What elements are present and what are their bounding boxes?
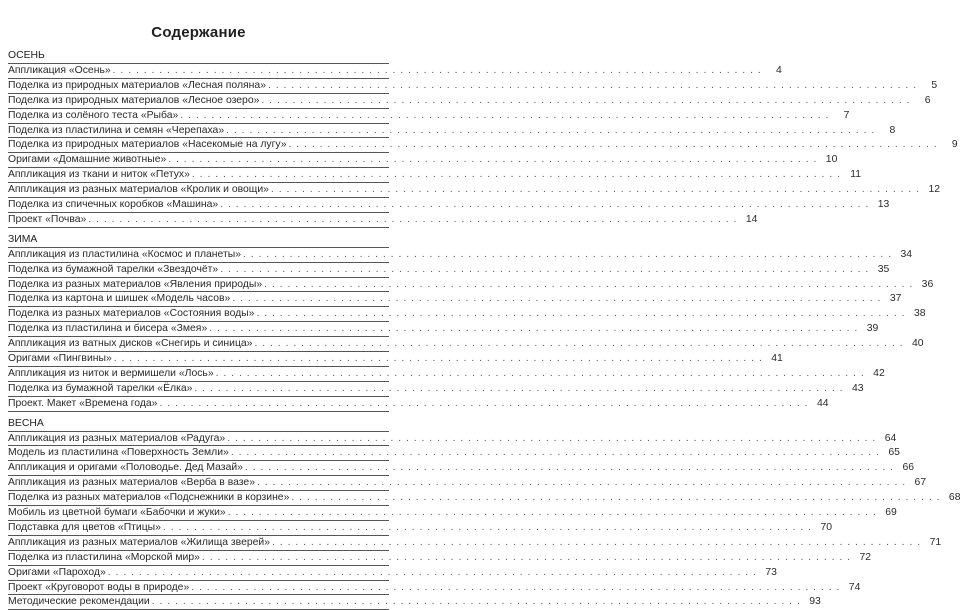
entry-title: Поделка из бумажной тарелки «Ёлка» [8, 382, 193, 394]
entry-title: Аппликация из ватных дисков «Снегирь и синица» [8, 338, 253, 350]
toc-entry[interactable] [8, 505, 897, 520]
entry-title: Аппликация «Осень» [8, 65, 111, 76]
entry-page-number: 43 [851, 382, 864, 394]
entry-page-number: 68 [948, 492, 960, 504]
toc-entry[interactable] [8, 108, 850, 123]
entry-page-number: 67 [914, 477, 927, 489]
entry-title: Аппликация из пластилина «Космос и планеты» [8, 248, 241, 260]
dot-leader [113, 64, 762, 79]
dot-leader [192, 168, 841, 183]
entry-title: Поделка из пластилина и семян «Черепаха» [8, 124, 225, 136]
toc-entry[interactable] [8, 535, 942, 550]
entry-page-number: 34 [900, 248, 913, 260]
toc-entry[interactable] [8, 351, 783, 366]
toc-entry[interactable] [8, 197, 890, 212]
entry-page-number: 64 [884, 432, 897, 444]
dot-leader [289, 138, 938, 153]
entry-page-number: 66 [902, 462, 915, 474]
entry-page-number: 71 [929, 536, 942, 548]
entry-page-number: 72 [859, 551, 872, 563]
dot-leader [216, 367, 865, 382]
toc-section [8, 233, 934, 412]
dot-leader [194, 382, 843, 397]
dot-leader [202, 551, 851, 566]
dot-leader [163, 521, 812, 536]
entry-title: Проект «Круговорот воды в природе» [8, 581, 190, 593]
entry-title: Аппликация из разных материалов «Жилища зверей» [8, 536, 271, 548]
entry-title: Аппликация из ниток и вермишели «Лось» [8, 367, 214, 379]
entry-title: Мобиль из цветной бумаги «Бабочки и жуки» [8, 507, 226, 519]
toc-section [8, 417, 960, 610]
entry-title: Оригами «Пингвины» [8, 353, 112, 365]
dot-leader [228, 506, 877, 521]
dot-leader [243, 248, 892, 263]
dot-leader [231, 446, 880, 461]
entry-title: Поделка из пластилина «Морской мир» [8, 551, 200, 563]
entry-page-number: 37 [889, 293, 902, 305]
entry-page-number: 44 [817, 397, 829, 409]
dot-leader [261, 94, 910, 109]
dot-leader [264, 278, 913, 293]
dot-leader [159, 397, 808, 412]
entry-page-number: 11 [850, 169, 861, 181]
toc-entry[interactable] [8, 490, 960, 505]
entry-title: Поделка из разных материалов «Состояния воды» [8, 308, 255, 320]
toc-entry[interactable] [8, 445, 900, 460]
entry-title: Поделка из природных материалов «Лесная поляна» [8, 79, 266, 91]
dot-leader [245, 461, 894, 476]
dot-leader [114, 352, 763, 367]
dot-leader [88, 213, 737, 228]
dot-leader [220, 263, 869, 278]
toc-entry[interactable] [8, 63, 782, 78]
entry-page-number: 10 [825, 154, 838, 166]
toc-entry[interactable] [8, 321, 879, 336]
entry-title: Поделка из природных материалов «Насекомые на лугу» [8, 139, 287, 151]
entry-page-number: 8 [889, 124, 896, 136]
dot-leader [226, 124, 875, 139]
dot-leader [272, 536, 921, 551]
entry-title: Поделка из солёного теста «Рыба» [8, 109, 179, 121]
entry-page-number: 5 [931, 79, 938, 91]
entry-page-number: 7 [843, 109, 850, 121]
toc-entry[interactable] [8, 182, 941, 197]
entry-title: Поделка из спичечных коробков «Машина» [8, 199, 219, 211]
entry-title: Поделка из разных материалов «Явления природы» [8, 278, 263, 290]
toc-entry[interactable] [8, 594, 821, 609]
entry-title: Аппликация из разных материалов «Кролик и овощи» [8, 184, 269, 196]
toc-entry[interactable] [8, 550, 872, 565]
dot-leader [227, 432, 876, 447]
dot-leader [191, 581, 840, 596]
toc-sections [8, 49, 960, 610]
toc-entry[interactable] [8, 396, 829, 411]
entry-page-number: 14 [745, 213, 758, 225]
toc-entry[interactable] [8, 291, 902, 306]
dot-leader [168, 153, 817, 168]
entry-page-number: 4 [775, 65, 782, 76]
toc-section [8, 49, 958, 228]
entry-page-number: 69 [885, 507, 897, 519]
dot-leader [232, 292, 881, 307]
entry-page-number: 12 [928, 184, 941, 196]
dot-leader [209, 322, 858, 337]
dot-leader [291, 491, 940, 506]
entry-title: Оригами «Домашние животные» [8, 154, 167, 166]
entry-title: Поделка из картона и шишек «Модель часов» [8, 293, 231, 305]
dot-leader [271, 183, 920, 198]
toc-entry[interactable] [8, 366, 885, 381]
section-entries [8, 247, 934, 412]
entry-title: Проект. Макет «Времена года» [8, 397, 158, 409]
section-header: ЗИМА [8, 233, 38, 245]
toc-entry[interactable] [8, 78, 938, 93]
entry-page-number: 40 [912, 338, 924, 350]
entry-page-number: 41 [771, 353, 783, 365]
section-header: ОСЕНЬ [8, 50, 45, 61]
entry-title: Оригами «Пароход» [8, 566, 106, 578]
dot-leader [180, 109, 829, 124]
entry-title: Аппликация из разных материалов «Верба в вазе» [8, 477, 255, 489]
entry-title: Поделка из пластилина и бисера «Змея» [8, 323, 208, 335]
toc-entry[interactable] [8, 565, 777, 580]
dot-leader [220, 198, 869, 213]
toc-entry[interactable] [8, 306, 926, 321]
entry-page-number: 74 [848, 581, 861, 593]
entry-page-number: 93 [809, 596, 821, 608]
dot-leader [257, 476, 906, 491]
section-entries [8, 63, 958, 228]
toc-entry[interactable] [8, 277, 934, 292]
page-title: Содержание [151, 24, 246, 41]
dot-leader [254, 337, 903, 352]
dot-leader [256, 307, 905, 322]
entry-title: Аппликация и оригами «Половодье. Дед Мазай» [8, 462, 243, 474]
toc-entry[interactable] [8, 520, 833, 535]
toc-entry[interactable] [8, 381, 864, 396]
entry-title: Аппликация из ткани и ниток «Петух» [8, 169, 190, 181]
entry-title: Методические рекомендации [8, 596, 150, 608]
entry-page-number: 38 [913, 308, 926, 320]
entry-page-number: 73 [765, 566, 777, 578]
toc-entry[interactable] [8, 93, 931, 108]
entry-title: Модель из пластилина «Поверхность Земли» [8, 447, 229, 459]
dot-leader [108, 566, 757, 581]
entry-title: Поделка из бумажной тарелки «Звездочёт» [8, 263, 219, 275]
dot-leader [152, 595, 801, 610]
entry-title: Поделка из природных материалов «Лесное озеро» [8, 94, 260, 106]
entry-title: Проект «Почва» [8, 213, 87, 225]
toc-entry[interactable] [8, 247, 913, 262]
entry-page-number: 42 [873, 367, 885, 379]
entry-page-number: 35 [877, 263, 890, 275]
toc-entry[interactable] [8, 460, 915, 475]
toc-entry[interactable] [8, 262, 890, 277]
entry-page-number: 70 [820, 521, 833, 533]
entry-page-number: 36 [921, 278, 934, 290]
dot-leader [268, 79, 917, 94]
entry-title: Подставка для цветов «Птицы» [8, 521, 161, 533]
entry-page-number: 13 [877, 199, 890, 211]
entry-page-number: 65 [888, 447, 900, 459]
toc-entry[interactable] [8, 336, 924, 351]
entry-title: Поделка из разных материалов «Подснежники в корзине» [8, 492, 290, 504]
entry-page-number: 39 [866, 323, 879, 335]
toc-entry[interactable] [8, 137, 958, 152]
section-entries [8, 431, 960, 610]
entry-page-number: 9 [951, 139, 958, 151]
section-header: ВЕСНА [8, 417, 44, 429]
toc-entry[interactable] [8, 167, 861, 182]
entry-page-number: 6 [924, 94, 931, 106]
toc-entry[interactable] [8, 580, 861, 595]
toc-entry[interactable] [8, 475, 927, 490]
toc-entry[interactable] [8, 152, 838, 167]
toc-entry[interactable] [8, 212, 758, 227]
toc-entry[interactable] [8, 123, 896, 138]
entry-title: Аппликация из разных материалов «Радуга» [8, 432, 226, 444]
toc-entry[interactable] [8, 431, 897, 446]
